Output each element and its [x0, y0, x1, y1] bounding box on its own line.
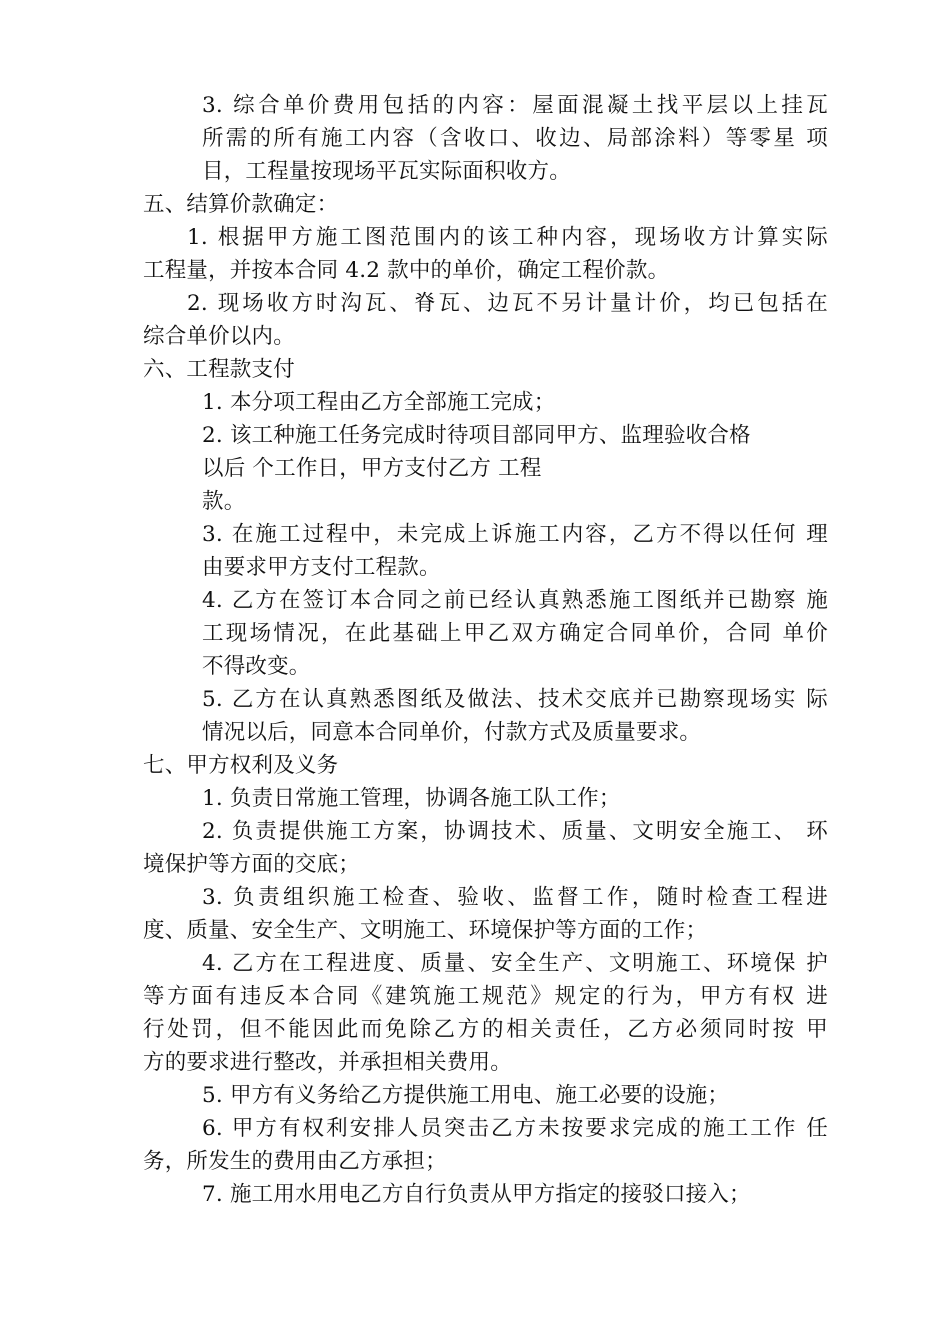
text-line: 5. 乙方在认真熟悉图纸及做法、技术交底并已勘察现场实 际: [202, 687, 828, 712]
text-line: 6. 甲方有权利安排人员突击乙方未按要求完成的施工工作 任: [202, 1116, 828, 1141]
text-line: 目，工程量按现场平瓦实际面积收方。: [202, 159, 571, 184]
text-line: 行处罚，但不能因此而免除乙方的相关责任，乙方必须同时按 甲: [143, 1017, 828, 1042]
section-heading: 六、工程款支付: [143, 357, 295, 382]
text-line: 工程量，并按本合同 4.2 款中的单价，确定工程价款。: [143, 258, 670, 283]
text-line: 以后 个工作日，甲方支付乙方 工程: [202, 456, 542, 481]
text-line: 4. 乙方在工程进度、质量、安全生产、文明施工、环境保 护: [202, 951, 828, 976]
text-line: 2. 该工种施工任务完成时待项目部同甲方、监理验收合格: [202, 423, 751, 448]
text-line: 工现场情况，在此基础上甲乙双方确定合同单价，合同 单价: [202, 621, 828, 646]
text-line: 1. 本分项工程由乙方全部施工完成；: [202, 390, 556, 415]
text-line: 1. 负责日常施工管理，协调各施工队工作；: [202, 786, 621, 811]
text-line: 2. 负责提供施工方案，协调技术、质量、文明安全施工、 环: [202, 819, 828, 844]
section-heading: 五、结算价款确定：: [143, 192, 339, 217]
section-heading: 七、甲方权利及义务: [143, 753, 339, 778]
text-line: 不得改变。: [202, 654, 311, 679]
text-line: 4. 乙方在签订本合同之前已经认真熟悉施工图纸并已勘察 施: [202, 588, 828, 613]
text-line: 方的要求进行整改，并承担相关费用。: [143, 1050, 512, 1075]
text-line: 3. 在施工过程中，未完成上诉施工内容，乙方不得以任何 理: [202, 522, 828, 547]
text-line: 款。: [202, 489, 246, 514]
text-line: 3. 综合单价费用包括的内容：屋面混凝土找平层以上挂瓦: [202, 93, 828, 118]
text-line: 情况以后，同意本合同单价，付款方式及质量要求。: [202, 720, 702, 745]
text-line: 所需的所有施工内容（含收口、收边、局部涂料）等零星 项: [202, 126, 828, 151]
text-line: 境保护等方面的交底；: [143, 852, 361, 877]
text-line: 综合单价以内。: [143, 324, 295, 349]
text-line: 7. 施工用水用电乙方自行负责从甲方指定的接驳口接入；: [202, 1182, 751, 1207]
text-line: 由要求甲方支付工程款。: [202, 555, 441, 580]
text-line: 5. 甲方有义务给乙方提供施工用电、施工必要的设施；: [202, 1083, 730, 1108]
text-line: 务，所发生的费用由乙方承担；: [143, 1149, 447, 1174]
text-line: 1. 根据甲方施工图范围内的该工种内容，现场收方计算实际: [187, 225, 828, 250]
text-line: 等方面有违反本合同《建筑施工规范》规定的行为，甲方有权 进: [143, 984, 828, 1009]
text-line: 2. 现场收方时沟瓦、脊瓦、边瓦不另计量计价，均已包括在: [187, 291, 828, 316]
text-line: 度、质量、安全生产、文明施工、环境保护等方面的工作；: [143, 918, 708, 943]
text-line: 3. 负责组织施工检查、验收、监督工作，随时检查工程进: [202, 885, 828, 910]
